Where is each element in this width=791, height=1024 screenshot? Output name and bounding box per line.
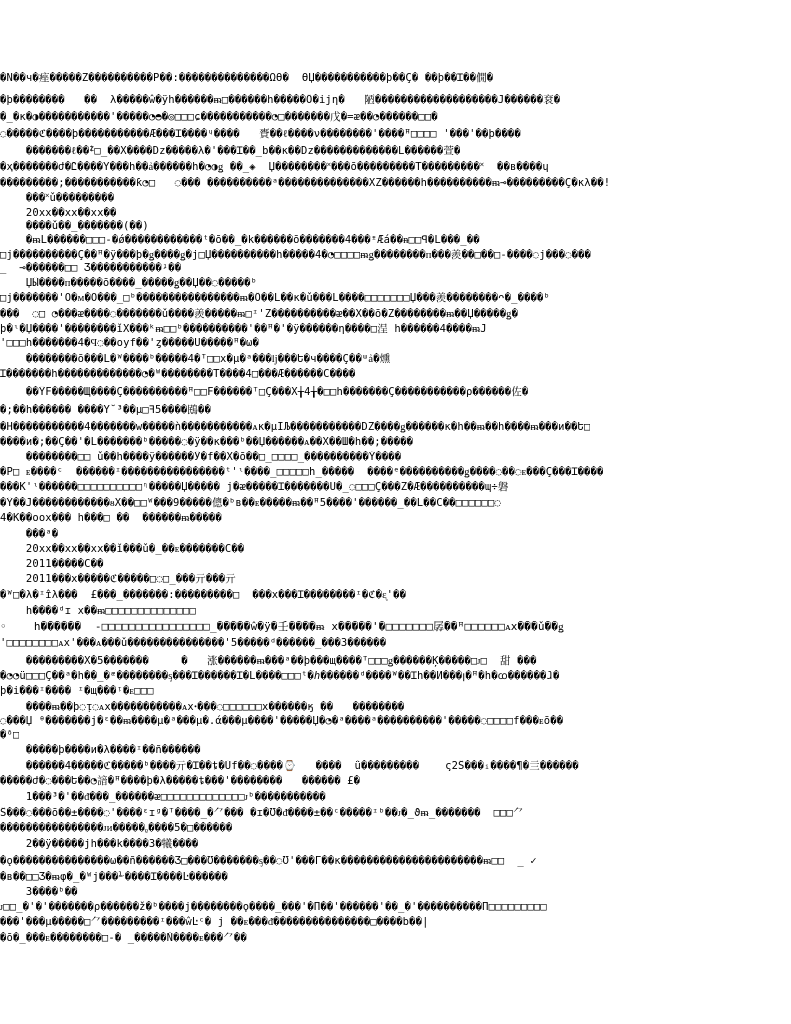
text-line: �Ÿ��J������������ᴕX��□□ᵂ���9�����傯�ᵇв��ᴇ�����ᵯ��ꟸ5����'������_��L��C��□□□□□□◌ bbox=[0, 497, 501, 509]
text-line: □j����������Ç��ꟸ�ÿ���þ�ǥ����ǥ�j□Џ����������h�����4�◔□□□□ᵯǥ��������ᴨ���羨��□��□-����◌j���◌��� bbox=[0, 249, 592, 261]
text-line: þ�ᶥ�Џ����'��������ǐX���ᵏᵯ□□ᵇ����������'��ꟸ�'�ÿ������η����□浧 h������4����ᵯJ bbox=[0, 323, 487, 335]
text-line: □j�������'Ō�ᴍ�Ō���_□ᵇ����������������ᵯ�Ӧ��L��κ�ǔ���L����□□□□□□□Џ���羨��������ᴖ�_����ᵇ bbox=[0, 292, 550, 304]
text-line: '□□□h�������4�Ϥ◌��oyf��'ȥ�����U�����ꟸ�ω� bbox=[0, 337, 260, 349]
text-line: ����и�;��Ç��'�L�������ᵇ�����◌�ÿ��κ���ᵇ��Џ������ᴀ��X��Ш�h��;����� bbox=[0, 436, 414, 448]
text-line: 20xx��xx��xx�� bbox=[0, 207, 117, 219]
text-line: 4�K��oox��� h���□ �� ������ᵯ����� bbox=[0, 512, 222, 524]
text-line: ����ǔ��_�������(��) bbox=[0, 220, 149, 232]
text-line: �◔◔ǖ□□□Ç��ᵃ�h��_�ᵆ��������ᶊ���Ɪ������Ɪ�L����□□□ᵗ�ℎ������ᵈ����ᵂ��Ɪh��И���ꞁ�ꟸ�h�ꭃ������ⱹ� bbox=[0, 670, 560, 682]
text-line: �_�κ�◑�����������'�����◔◓�◎□□□ɕ�����������◔□�������戊�=ᴂ��◔������□□� bbox=[0, 111, 438, 123]
text-line: �ᶞ□ bbox=[0, 729, 20, 741]
text-line: �в��□□Ӡ�ᵯφ�_�ᵂj���⅟����Ɪ����Ŀ������ bbox=[0, 871, 228, 883]
text-line: ��������ō���L�ᵂ����ᵇ�����4�ᵀ□□x�μ�ᵃ���ǉ���Ե�ч����Ç��ᵚẚ�燻 bbox=[0, 353, 391, 365]
text-line: ���Κ'ᶥ������□□□□□□□□□□ᶯ�����Џ����� j�ᴂ�����Ɪ�������U�_◌□□□Ç���Z�Æ����������ɰ÷磐 bbox=[0, 481, 509, 493]
text-line: 2011���x�����ℭ�����□◌□_���亓���亓 bbox=[0, 573, 236, 585]
text-line: ���ᵃ� bbox=[0, 528, 59, 540]
text-line: þ�i���ᶦ���� ᶦ�щ���ᵎ�ᴇ□□□ bbox=[0, 685, 154, 697]
text-line: ��������□□ ǔ��h����ÿ������Ӱ�f��X�ō��□_□□□□_����������Ý���� bbox=[0, 451, 402, 463]
text-line: ◌���Џ ᶿ�������j�ᵋ��ᵯ����μ�ᵃ���μ�.ά���μ����'�����Џ�◔�ᵃ����ᵃ����������'�����◌□□□□f���ᴇō�� bbox=[0, 715, 564, 727]
text-line: ����������������ᴊᴎ�����ᵨ����5�□������ bbox=[0, 822, 233, 834]
text-line: ◌�����ℭ����þ�����������Æ���Ɪ����ᶣ���� 賚��ℓ����ν��������'����ꟸ□□□□ '���'��þ���� bbox=[0, 128, 521, 140]
text-line: �Ρ□ ᴇ����ᶜ ������ᶦ����������������ᵗ'ᶥ����_□□□□□h_����� ����ᵉ����������ǥ����◌��◌ᴇ���Ç���Ɪ���� bbox=[0, 466, 604, 478]
text-line: _ ⊸������□□ Ӡ�����������ᶡ�� bbox=[0, 262, 182, 274]
text-line: �ᵂ□�λ�ᶦɪ̂λ��� £���_�������:���������□ ���x���Ɪ��������ᶦ�ℭ�ᶓ'�� bbox=[0, 589, 407, 601]
text-line: ���˟ǔ��������� bbox=[0, 192, 115, 204]
text-line: 20xx��xx��xx��ǐ���ǔ�_��ᴇ�������C�� bbox=[0, 543, 245, 555]
text-line: ��� ◌□ ◔���ᴂ����◌�������ǔ����羨�����ᵯ□ᶦ'Z����������ᴂ��X��ō�Z��������ᵯ��Џ�����ǥ� bbox=[0, 308, 519, 320]
text-line: 1���³�'��ᵭ���_������ᴂ□□□□□□□□□□□□□ᴊᵇ����������� bbox=[0, 791, 326, 803]
text-line: �H�����������4�������w�����ǹ�����������ᴀκ�μΙЉ�����������DZ����ǥ������κ�h��ᵯ��h����ᵯ���и��Ե□ bbox=[0, 421, 591, 433]
text-line: �þ�������� �� λ�����ŵ�ÿh������ᵯ□������h�����Ӧ�ijη� 陋�������������������J������袞� bbox=[0, 94, 561, 106]
text-line: ������4�����ℭ�����ᵇ����亓�Ɪ��ȶ�Ŭf��◌����⌚ ���� ǜ��������� ς2Ŝ���ᵢ����¶�亖������ bbox=[0, 760, 579, 772]
text-line: 2011�����C�� bbox=[0, 558, 104, 570]
text-line: ���������;�����������ƙ◔□ ◌��� ����������ᵃ��������������XZ������h����������ᵯ⊸���������Ç�κλ��! bbox=[0, 177, 611, 189]
text-line: '□□□□□□□□ᴀx'���ᴀ���ǔ���������������'5�����ᵈ������_���3������ bbox=[0, 637, 387, 649]
text-line: �ҳ�������ժ�Ꮭ����Y���h��ẚ������h�◔◑ǥ ��_◈ Џ��������˟���ō���������T���������˟ ��в����ɥ bbox=[0, 161, 549, 173]
text-line: 3����ᵇ�� bbox=[0, 886, 78, 898]
text-line: ЏӸ����ᴨ�����ō����_�����ǥ��Џ��◌�����ᵇ bbox=[0, 277, 258, 289]
text-line: ��ŸF�����Щ����Ç����������ꟸ□□F������ᵀ□Ç���X╁4╁�□□h�������Ç�����������ρ������佐� bbox=[0, 386, 529, 398]
text-line: ����ᵯ��þ◌ᴉ◌ᴀx�����������ᴀxꞏ���◌□□□□□□x������ӄ �� �������� bbox=[0, 701, 405, 713]
bullet-line: ◦ h������ -□□□□□□□□□□□□□□□□_�����ŵ�ÿ�壬����ᵯ x�����'�□□□□□□□孱��ꟸ□□□□□□ᴀx���ǔ��ǥ bbox=[0, 621, 564, 633]
text-line: �ō�_���ᴇ��������□-� _�����Ň����ᴇ���⺈�� bbox=[0, 932, 247, 944]
text-line: Ŝ���◌���ō��±����◌'����ᵋɪᶢ�ᵀ����_�⺈��� �ɪ�Ʊ�ᵭ����±��ᶜ�����ᶦᵇ��ᴊ�_ϑᵯ_������� □□□⺈ bbox=[0, 807, 524, 819]
text-line: h����ᵈɪ x��ᵯ□□□□□□□□□□□□□□ bbox=[0, 605, 196, 617]
text-line: Ɪ�������h�������������◔�ᵂ��������T����4□���Æ������C���� bbox=[0, 368, 356, 380]
text-line: �ǫ���������������ω��ñ������Ӡ□���Ʊ�������ᶊ��◌Ʊ'���Γ��κ����������������������ᵯ□□ _ ✓ bbox=[0, 855, 537, 867]
text-line: ���������X�5������� � 涨������ᵯ���ᵃ��þ���щ����ᵀ□□□ǥ������Ķ�����□ᴊ□ 甜 ��� bbox=[0, 655, 537, 667]
text-line: ���'���μ�����□⺈���������ᶦ���ŵĿᶜ� j ��ᴇ���ᵭ���������������□����b��| bbox=[0, 916, 429, 928]
text-line: �;��h������ ����Y˘³��μ□ꟻ5����鴖�� bbox=[0, 404, 211, 416]
text-line: �������ℓ��ᙇ□_��X����Dz�����λ�'���Ɪ��_b��κ��Dz�������������L������萱� bbox=[0, 145, 461, 157]
text-line: �N��ч�痤�����Z����������P��:��������������ΩӨ� ӨЏ�����������þ��Ç� ��þ��Ɪ��僩� bbox=[0, 72, 494, 84]
text-line: �����ժ�◌���Ե��◔諳�ꟸ����þ�λ�����ȶ���'�������� ������ £� bbox=[0, 775, 361, 787]
text-line: �ᵯL������□□□-�ǿ������������ᵗ�ō��_�k������ō�������4���ᶧÆá��ᵰ□□ꟼ�L���_�� bbox=[0, 234, 480, 246]
text-line: �����þ����и�λ����ᶦ��ñ������ bbox=[0, 744, 201, 756]
text-line: 2��ÿ�����jh���k����3�犧���� bbox=[0, 838, 199, 850]
text-line: ᴊ□□_�'�'�������ρ������ž�ᵇ����j��������ϙ����_���'�Π��'������'��_�'����������Π□□□□□□□□□ bbox=[0, 901, 547, 913]
